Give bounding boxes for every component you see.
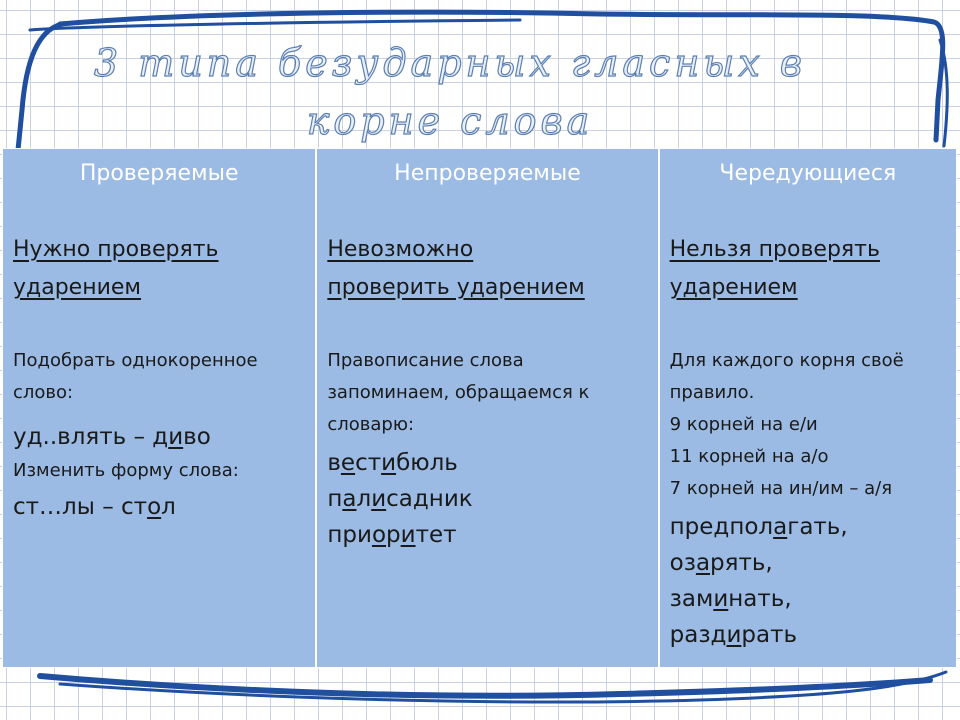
description-text: Подобрать однокоренное слово: [13, 350, 258, 403]
rule-text: Невозможно проверить ударением [327, 237, 585, 300]
page-title [0, 34, 900, 150]
example-text: уд..влять – диво [13, 424, 211, 450]
hand-drawn-underline [0, 660, 960, 720]
example-1 [13, 419, 211, 455]
column-alternating [658, 149, 956, 667]
column-header: Чередующиеся [719, 161, 897, 186]
column-uncheckable [315, 149, 657, 667]
description-text-2: Изменить форму слова: [13, 460, 239, 481]
column-checkable [3, 149, 315, 667]
word-item: раздирать [669, 622, 798, 648]
column-header: Проверяемые [79, 161, 239, 186]
column-header: Непроверяемые [394, 161, 581, 186]
word-item: вестибюль [327, 450, 458, 476]
word-item: заминать, [669, 586, 792, 612]
alternating-words [670, 509, 848, 653]
description-text: Для каждого корня своё правило. 9 корней на е/и 11 корней на а/о 7 корней на ин/им – а/я [669, 350, 904, 499]
rule-text: Нужно проверять ударением [13, 237, 219, 300]
rule-text: Нельзя проверять ударением [669, 237, 880, 300]
word-item: озарять, [669, 550, 773, 576]
description-text: Правописание слова запоминаем, обращаемся к словарю: [327, 350, 590, 435]
word-item: приоритет [327, 522, 457, 548]
example-text: ст…лы – стол [13, 494, 176, 520]
title-line-1: 3 типа безударных гласных в [94, 41, 806, 85]
title-line-2: корне слова [306, 99, 594, 143]
dictionary-words [327, 445, 472, 553]
example-2 [13, 489, 176, 525]
vowel-types-table [2, 148, 957, 668]
word-item: палисадник [327, 486, 473, 512]
word-item: предполагать, [669, 514, 848, 540]
